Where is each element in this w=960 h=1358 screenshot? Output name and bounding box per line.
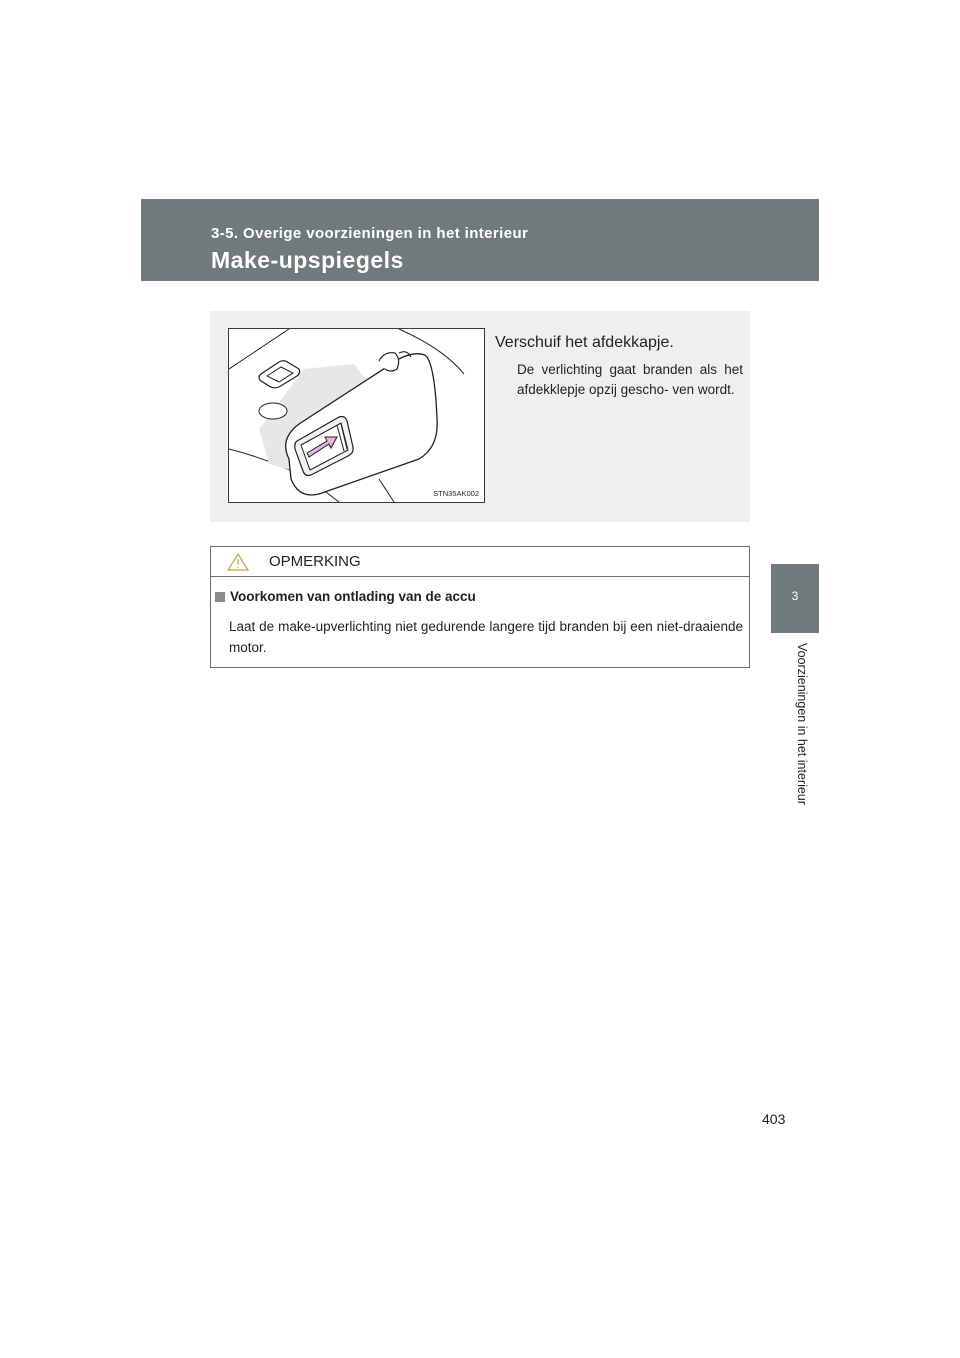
header-band [141,199,819,281]
instruction-text: Verschuif het afdekkapje. [495,334,674,351]
instruction-note: De verlichting gaat branden als het afdekklepje opzij gescho- ven wordt. [517,362,743,397]
chapter-tab [771,564,819,633]
chapter-label: Voorzieningen in het interieur [795,643,809,805]
page-number: 403 [762,1111,786,1127]
figure-panel [210,311,750,522]
page-title: Make-upspiegels [211,247,404,273]
chapter-number: 3 [791,589,799,603]
notice-item-title [215,589,476,604]
notice-title: OPMERKING [269,553,361,570]
warning-triangle-icon [227,553,249,571]
sun-visor-illustration [229,329,484,502]
figure-frame [228,328,485,503]
notice-header [211,547,749,577]
notice-box [210,546,750,668]
bullet-square-icon [215,592,225,602]
figure-code: STN35AK002 [433,489,479,498]
notice-body: Laat de make-upverlichting niet gedurende langere tijd branden bij een niet-draaiende motor. [229,619,743,655]
section-label: 3-5. Overige voorzieningen in het interieur [211,225,529,242]
notice-item-title-text: Voorkomen van ontlading van de accu [230,589,476,604]
